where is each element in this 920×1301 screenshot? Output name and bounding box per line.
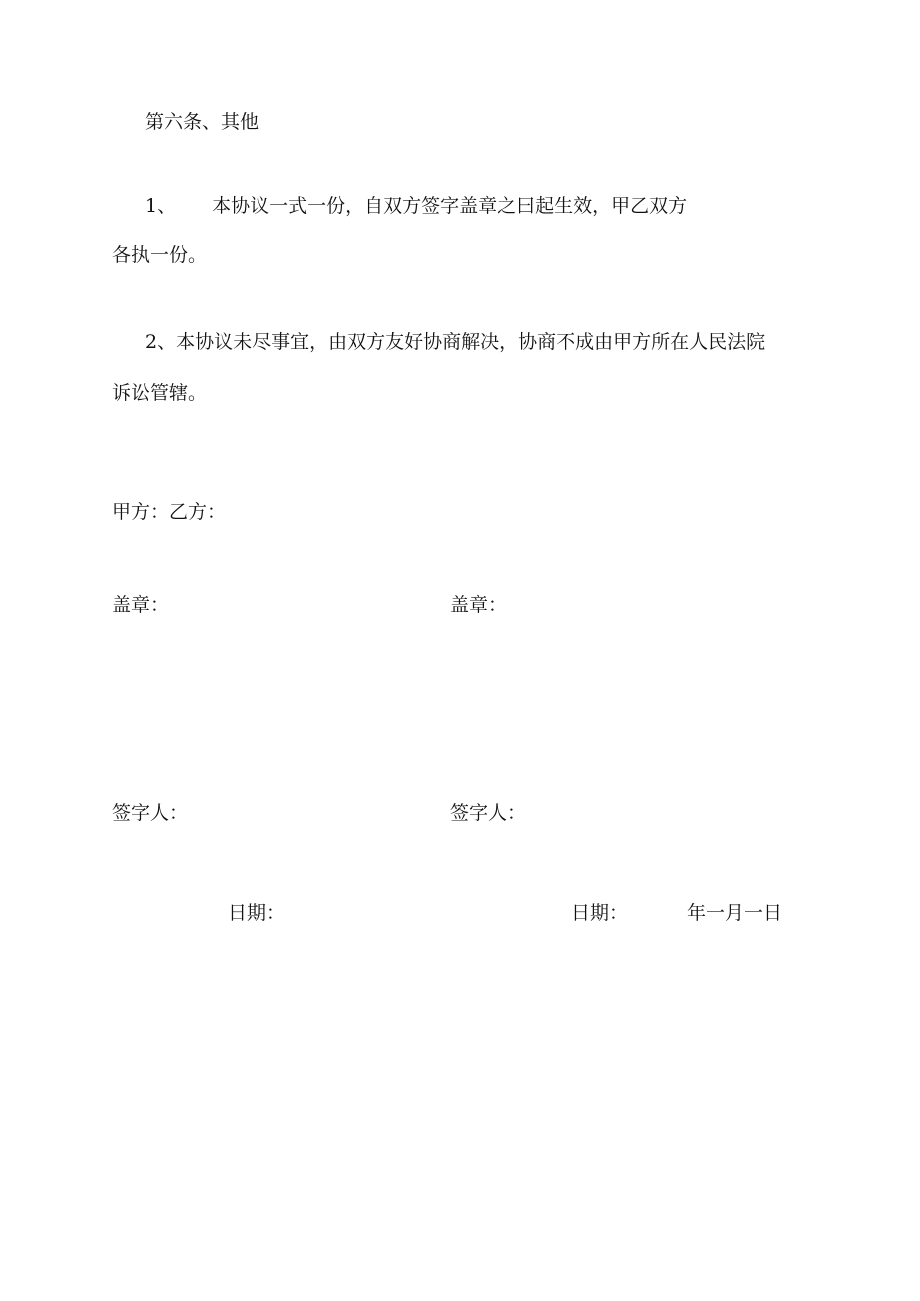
clause-1-line-1	[145, 197, 687, 216]
clause-2-line-2: 诉讼管辖。	[112, 382, 208, 404]
date-label-right: 日期：	[571, 902, 629, 924]
signer-label-left: 签字人：	[112, 802, 189, 824]
clause-1-text: 本协议一式一份，自双方签字盖章之曰起生效，甲乙双方	[212, 195, 688, 217]
date-label-left: 日期：	[228, 902, 286, 924]
clause-2-line-1: 2、本协议未尽事宜，由双方友好协商解决，协商不成由甲方所在人民法院	[145, 331, 766, 353]
section-heading: 第六条、其他	[145, 111, 260, 133]
date-value-right: 年一月一日	[687, 902, 783, 924]
clause-1-number: 1、	[145, 195, 177, 217]
signer-label-right: 签字人：	[450, 802, 527, 824]
seal-label-right: 盖章：	[450, 594, 508, 616]
seal-label-left: 盖章：	[112, 594, 170, 616]
clause-1-line-2: 各执一份。	[112, 244, 208, 266]
parties-line: 甲方：乙方：	[112, 501, 227, 523]
